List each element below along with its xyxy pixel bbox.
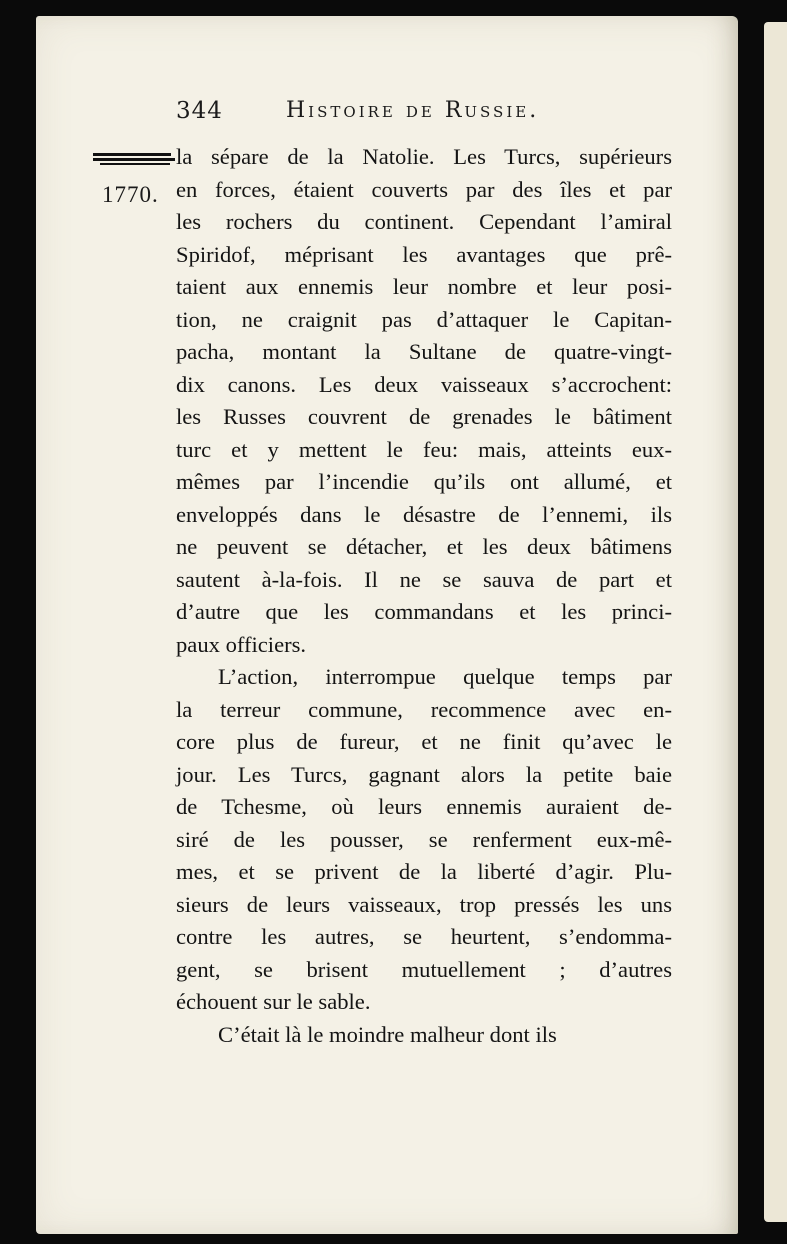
text-line: mes, et se privent de la liberté d’agir. Plu-	[176, 859, 672, 884]
running-title: Histoire de Russie.	[286, 98, 540, 123]
text-line: les Russes couvrent de grenades le bâtiment	[176, 404, 672, 429]
text-line: la terreur commune, recommence avec en-	[176, 696, 672, 722]
text-line: de Tchesme, où leurs ennemis auraient de-	[176, 794, 672, 819]
text-line: dix canons. Les deux vaisseaux s’accrochent:	[176, 371, 672, 397]
text-line: sieurs de leurs vaisseaux, trop pressés les uns	[176, 891, 672, 917]
text-line: la sépare de la Natolie. Les Turcs, supérieurs	[176, 144, 672, 169]
text-line: core plus de fureur, et ne finit qu’avec le	[176, 729, 672, 754]
text-line: pacha, montant la Sultane de quatre-vingt-	[176, 339, 672, 364]
page-header	[176, 98, 676, 134]
text-line: siré de les pousser, se renferment eux-mê-	[176, 826, 672, 852]
section-rule	[93, 153, 171, 156]
body-text	[176, 141, 672, 1051]
section-rule	[93, 158, 175, 161]
text-line: C’était là le moindre malheur dont ils	[218, 1021, 557, 1047]
section-rule	[100, 163, 170, 165]
text-line: tion, ne craignit pas d’attaquer le Capitan-	[176, 306, 672, 332]
text-line: en forces, étaient couverts par des îles et par	[176, 176, 672, 202]
text-line: turc et y mettent le feu: mais, atteints eux-	[176, 436, 672, 462]
text-line: ne peuvent se détacher, et les deux bâtimens	[176, 534, 672, 559]
text-line: jour. Les Turcs, gagnant alors la petite baie	[176, 761, 672, 787]
text-line: d’autre que les commandans et les princi-	[176, 599, 672, 624]
text-line: gent, se brisent mutuellement ; d’autres	[176, 956, 672, 982]
adjacent-page-edge	[764, 22, 787, 1222]
text-line: enveloppés dans le désastre de l’ennemi, ils	[176, 501, 672, 527]
text-line: Spiridof, méprisant les avantages que prê-	[176, 241, 672, 267]
text-line: échouent sur le sable.	[176, 989, 371, 1014]
page-number: 344	[176, 98, 223, 124]
text-line: les rochers du continent. Cependant l’amiral	[176, 209, 672, 234]
text-line: sautent à-la-fois. Il ne se sauva de part et	[176, 566, 672, 592]
text-line: taient aux ennemis leur nombre et leur posi-	[176, 274, 672, 299]
text-line: contre les autres, se heurtent, s’endomma-	[176, 924, 672, 949]
text-line: paux officiers.	[176, 631, 307, 657]
text-line: L’action, interrompue quelque temps par	[218, 664, 672, 689]
margin-year: 1770.	[102, 182, 159, 207]
text-line: mêmes par l’incendie qu’ils ont allumé, et	[176, 469, 672, 494]
